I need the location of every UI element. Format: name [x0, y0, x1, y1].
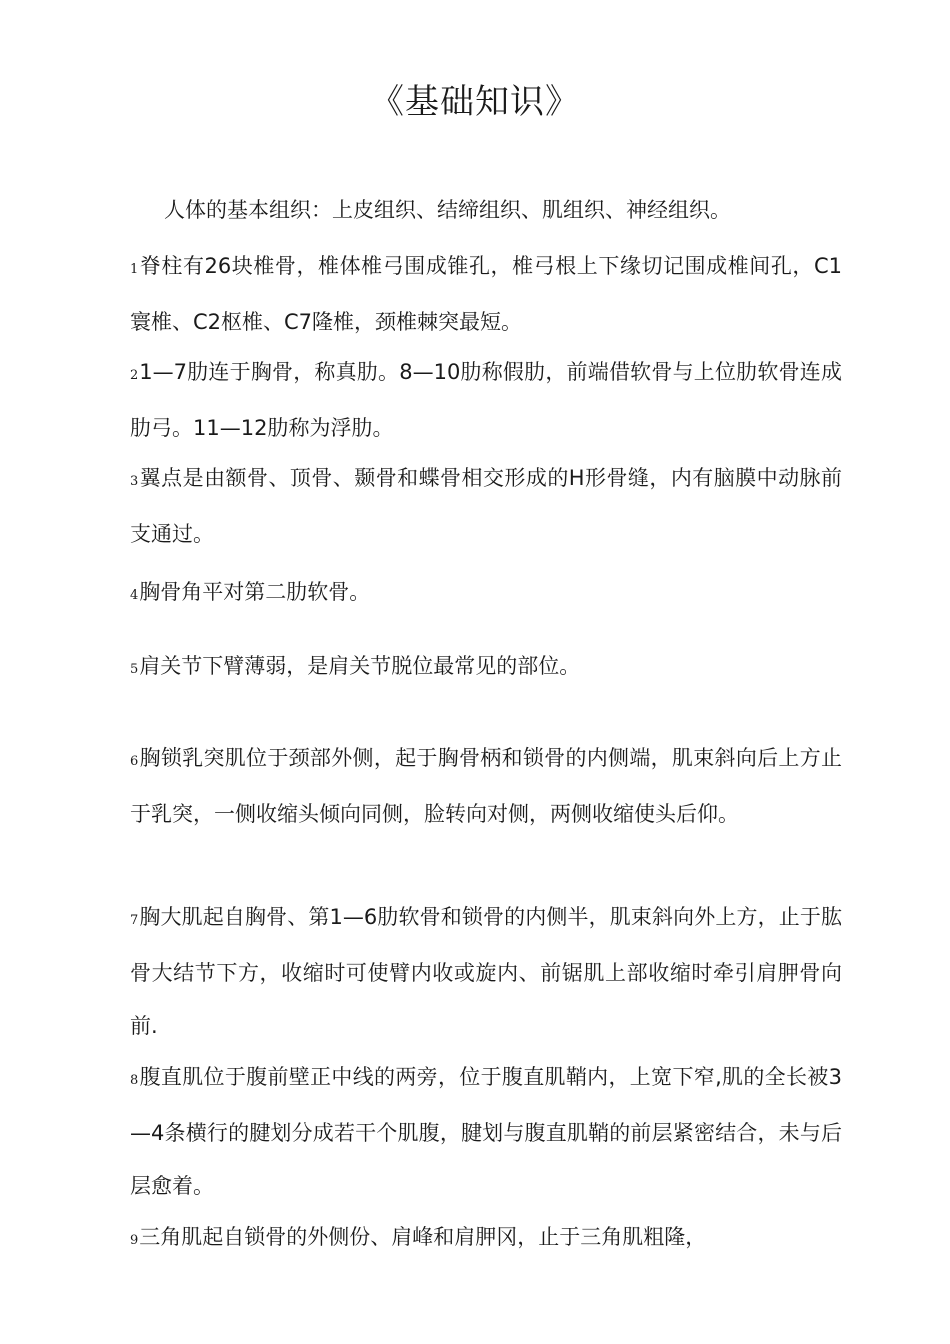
item-text: 肩关节下臂薄弱，是肩关节脱位最常见的部位。 — [139, 654, 581, 678]
intro-paragraph: 人体的基本组织：上皮组织、结缔组织、肌组织、神经组织。 — [164, 198, 731, 222]
item-text: 1—7肋连于胸骨，称真肋。8—10肋称假肋，前端借软骨与上位肋软骨连成肋弓。11—12肋称为浮肋。 — [130, 360, 842, 440]
item-text: 脊柱有26块椎骨，椎体椎弓围成锥孔，椎弓根上下缘切记围成椎间孔，C1寰椎、C2枢椎、C7隆椎，颈椎棘突最短。 — [130, 254, 842, 334]
item-text: 三角肌起自锁骨的外侧份、肩峰和肩胛冈，止于三角肌粗隆， — [139, 1225, 707, 1249]
item-text: 胸骨角平对第二肋软骨。 — [139, 580, 371, 604]
list-item — [130, 732, 842, 841]
list-item — [130, 240, 842, 349]
list-item — [130, 891, 842, 1053]
item-number: 4 — [130, 588, 139, 603]
item-text: 胸大肌起自胸骨、第1—6肋软骨和锁骨的内侧半，肌束斜向外上方，止于肱骨大结节下方，收缩时可使臂内收或旋内、前锯肌上部收缩时牵引肩胛骨向前. — [130, 905, 842, 1038]
item-number: 2 — [130, 368, 139, 383]
item-number: 5 — [130, 662, 139, 677]
item-number: 7 — [130, 913, 139, 928]
item-text: 胸锁乳突肌位于颈部外侧，起于胸骨柄和锁骨的内侧端，肌束斜向后上方止于乳突，一侧收缩头倾向同侧，脸转向对侧，两侧收缩使头后仰。 — [130, 746, 842, 826]
item-number: 6 — [130, 754, 139, 769]
item-number: 8 — [130, 1073, 139, 1088]
item-number: 9 — [130, 1233, 139, 1248]
list-item — [130, 566, 842, 622]
list-item — [130, 1051, 842, 1213]
item-text: 腹直肌位于腹前壁正中线的两旁，位于腹直肌鞘内，上宽下窄,肌的全长被3—4条横行的腱划分成若干个肌腹，腱划与腹直肌鞘的前层紧密结合，未与后层愈着。 — [130, 1065, 842, 1198]
document-title: 《基础知识》 — [370, 82, 580, 122]
item-number: 3 — [130, 474, 139, 489]
list-item — [130, 346, 842, 455]
item-text: 翼点是由额骨、顶骨、颞骨和蝶骨相交形成的H形骨缝，内有脑膜中动脉前支通过。 — [130, 466, 842, 546]
list-item — [130, 1211, 842, 1267]
list-item — [130, 452, 842, 561]
list-item — [130, 640, 842, 696]
item-number: 1 — [130, 262, 139, 277]
